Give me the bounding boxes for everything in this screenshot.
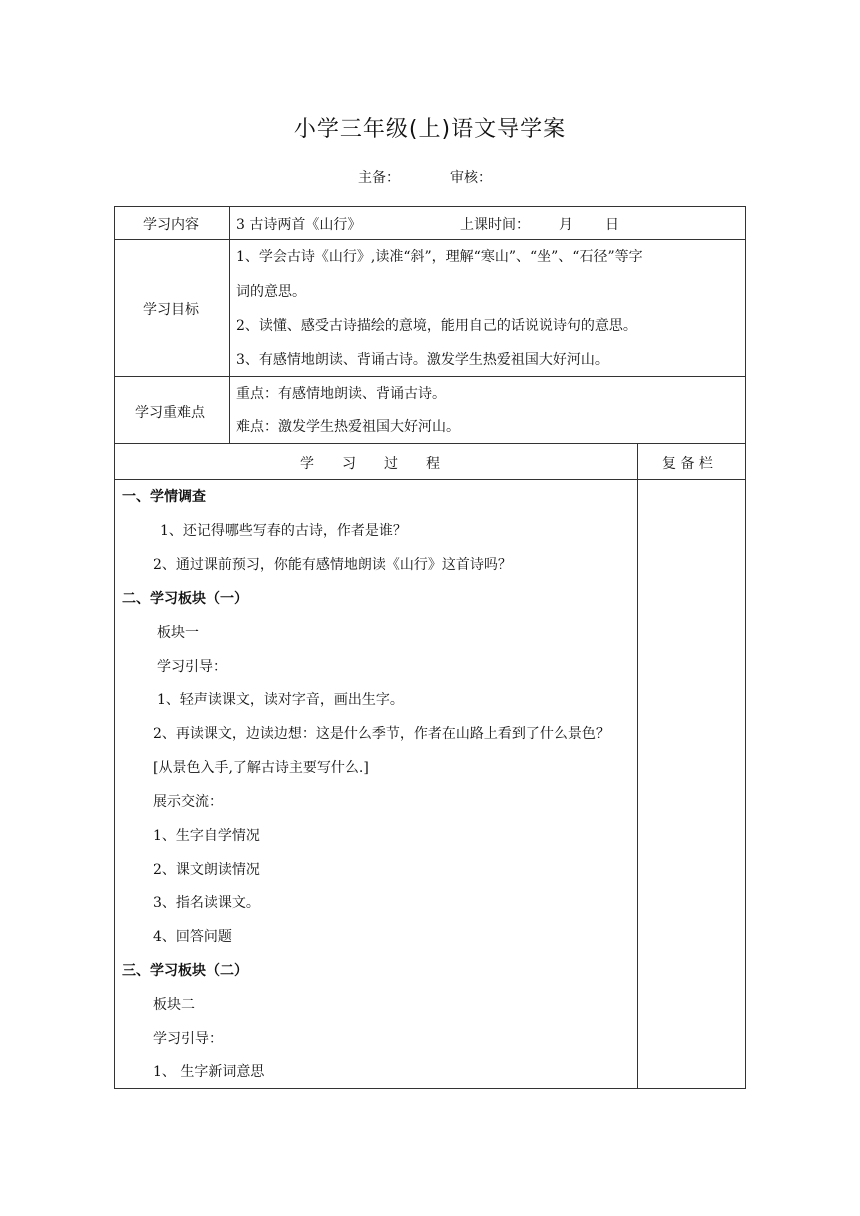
key-point-line: 重点：有感情地朗读、背诵古诗。 [236, 386, 446, 402]
column-divider [229, 206, 230, 443]
goal-line: 词的意思。 [236, 284, 306, 300]
key-points-label: 学习重难点 [135, 405, 205, 421]
lesson-title: 3 古诗两首《山行》 [236, 217, 362, 233]
row-divider [114, 376, 746, 377]
process-line: 2、通过课前预习，你能有感情地朗读《山行》这首诗吗？ [153, 557, 512, 573]
process-line: 2、再读课文，边读边想：这是什么季节，作者在山路上看到了什么景色？ [153, 726, 610, 742]
process-line: 展示交流： [153, 794, 223, 810]
row-divider [114, 479, 746, 480]
process-line: 1、轻声读课文，读对字音，画出生字。 [157, 692, 404, 708]
process-line: 学习引导： [153, 1031, 223, 1047]
row-divider [114, 443, 746, 444]
process-line: 3、指名读课文。 [153, 895, 260, 911]
key-point-line: 难点：激发学生热爱祖国大好河山。 [236, 419, 460, 435]
content-label: 学习内容 [143, 217, 199, 233]
row-divider [114, 239, 746, 240]
process-line: 1、还记得哪些写春的古诗，作者是谁？ [160, 523, 407, 539]
process-line: 板块一 [157, 625, 199, 641]
process-line: 4、回答问题 [153, 929, 232, 945]
month-label: 月 [559, 217, 573, 233]
section-heading: 三、学习板块（二） [122, 963, 248, 979]
goals-label: 学习目标 [143, 302, 199, 318]
class-time-label: 上课时间： [460, 217, 530, 233]
lesson-table [114, 206, 746, 1089]
section-heading: 一、学情调查 [122, 489, 206, 505]
process-line: 学习引导： [157, 659, 227, 675]
review-header: 复 备 栏 [662, 456, 713, 472]
process-line: 板块二 [153, 997, 195, 1013]
process-line: 1、 生字新词意思 [153, 1064, 265, 1080]
lead-author-label: 主备： [358, 170, 400, 186]
section-heading: 二、学习板块（一） [122, 591, 248, 607]
goal-line: 3、有感情地朗读、背诵古诗。激发学生热爱祖国大好河山。 [236, 352, 609, 368]
page-title: 小学三年级(上)语文导学案 [293, 117, 567, 142]
column-divider [637, 443, 638, 1089]
process-header: 学 习 过 程 [300, 456, 440, 472]
goal-line: 1、学会古诗《山行》,读准“斜”，理解“寒山”、“坐”、“石径”等字 [236, 249, 643, 265]
process-line: 2、课文朗读情况 [153, 862, 260, 878]
process-line: [从景色入手,了解古诗主要写什么.] [153, 760, 369, 776]
reviewer-label: 审核： [450, 170, 492, 186]
process-line: 1、生字自学情况 [153, 828, 260, 844]
day-label: 日 [605, 217, 619, 233]
goal-line: 2、读懂、感受古诗描绘的意境，能用自己的话说说诗句的意思。 [236, 318, 637, 334]
